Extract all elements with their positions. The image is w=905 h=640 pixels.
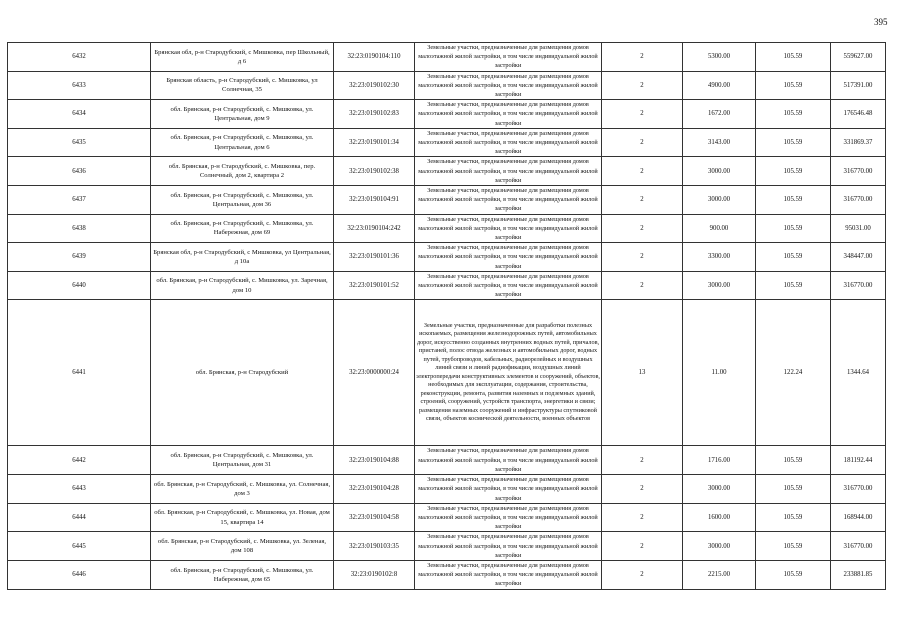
address-cell: обл. Брянская, р-н Стародубский, с. Мишковка, ул. Солнечная, дом 3 [151,475,334,504]
group-cell: 2 [602,243,683,272]
address-cell: обл. Брянская, р-н Стародубский, с. Мишковка, ул. Новая, дом 15, квартира 14 [151,503,334,532]
cadastral-number-cell: 32:23:0190101:34 [334,128,415,157]
specific-value-cell: 105.59 [756,43,831,72]
group-cell: 2 [602,71,683,100]
row-number: 6439 [8,243,151,272]
address-cell: Брянская обл, р-н Стародубский, с Мишковка, ул Центральная, д 10а [151,243,334,272]
address-cell: обл. Брянская, р-н Стародубский, с. Мишковка, пер. Солнечный, дом 2, квартира 2 [151,157,334,186]
row-number: 6433 [8,71,151,100]
table-row [8,300,886,446]
cadastral-number-cell: 32:23:0190102:83 [334,100,415,129]
area-cell: 1716.00 [683,446,756,475]
land-use-cell: Земельные участки, предназначенные для размещения домов малоэтажной жилой застройки, в том числе индивидуальной жилой застройки [415,214,602,243]
row-number: 6434 [8,100,151,129]
cadastral-value-cell: 316770.00 [831,186,886,215]
address-cell: обл. Брянская, р-н Стародубский [151,300,334,446]
land-use-cell: Земельные участки, предназначенные для размещения домов малоэтажной жилой застройки, в том числе индивидуальной жилой застройки [415,128,602,157]
address-cell: обл. Брянская, р-н Стародубский, с. Мишковка, ул. Набережная, дом 65 [151,560,334,589]
land-use-cell: Земельные участки, предназначенные для размещения домов малоэтажной жилой застройки, в том числе индивидуальной жилой застройки [415,560,602,589]
group-cell: 2 [602,560,683,589]
cadastral-number-cell: 32:23:0190101:36 [334,243,415,272]
group-cell: 2 [602,446,683,475]
group-cell: 2 [602,532,683,561]
area-cell: 3000.00 [683,475,756,504]
table-body [8,43,886,590]
area-cell: 1600.00 [683,503,756,532]
area-cell: 900.00 [683,214,756,243]
group-cell: 2 [602,271,683,300]
land-use-cell: Земельные участки, предназначенные для разработки полезных ископаемых, размещения железнодорожных путей, автомобильных дорог, искусственно созданных внутренних водных путей, причалов, пристаней, полос отвода железных и автомобильных дорог, водных путей, трубопроводов, кабельных, радиорелейных и воздушных линий связи и линий радиофикации, воздушных линий электропередачи конструктивных элементов и сооружений, объектов, необходимых для эксплуатации, содержания, строительства, реконструкции, ремонта, развития наземных и подземных зданий, строений, сооружений, устройств транспорта, энергетики и связи; размещения наземных сооружений и инфраструктуры спутниковой связи, объектов космической деятельности, военных объектов [415,300,602,446]
table-row [8,214,886,243]
area-cell: 3143.00 [683,128,756,157]
land-use-cell: Земельные участки, предназначенные для размещения домов малоэтажной жилой застройки, в том числе индивидуальной жилой застройки [415,43,602,72]
cadastral-value-table [7,42,886,590]
land-use-cell: Земельные участки, предназначенные для размещения домов малоэтажной жилой застройки, в том числе индивидуальной жилой застройки [415,475,602,504]
group-cell: 2 [602,43,683,72]
table-row [8,446,886,475]
cadastral-value-cell: 1344.64 [831,300,886,446]
row-number: 6446 [8,560,151,589]
address-cell: Брянская обл, р-н Стародубский, с Мишковка, пер Школьный, д 6 [151,43,334,72]
land-use-cell: Земельные участки, предназначенные для размещения домов малоэтажной жилой застройки, в том числе индивидуальной жилой застройки [415,100,602,129]
address-cell: обл. Брянская, р-н Стародубский, с. Мишковка, ул. Зеленая, дом 108 [151,532,334,561]
address-cell: обл. Брянская, р-н Стародубский, с. Мишковка, ул. Центральная, дом 6 [151,128,334,157]
cadastral-value-cell: 176546.48 [831,100,886,129]
specific-value-cell: 105.59 [756,271,831,300]
land-use-cell: Земельные участки, предназначенные для размещения домов малоэтажной жилой застройки, в том числе индивидуальной жилой застройки [415,186,602,215]
table-row [8,100,886,129]
specific-value-cell: 122.24 [756,300,831,446]
table-row [8,532,886,561]
specific-value-cell: 105.59 [756,128,831,157]
address-cell: Брянская область, р-н Стародубский, с. Мишковка, ул Солнечная, 35 [151,71,334,100]
row-number: 6441 [8,300,151,446]
address-cell: обл. Брянская, р-н Стародубский, с. Мишковка, ул. Центральная, дом 9 [151,100,334,129]
cadastral-number-cell: 32:23:0190104:242 [334,214,415,243]
cadastral-value-cell: 233881.85 [831,560,886,589]
specific-value-cell: 105.59 [756,475,831,504]
area-cell: 1672.00 [683,100,756,129]
group-cell: 2 [602,214,683,243]
area-cell: 3000.00 [683,186,756,215]
row-number: 6445 [8,532,151,561]
group-cell: 2 [602,100,683,129]
cadastral-value-cell: 316770.00 [831,157,886,186]
cadastral-value-cell: 559627.00 [831,43,886,72]
cadastral-value-cell: 316770.00 [831,532,886,561]
cadastral-value-cell: 95031.00 [831,214,886,243]
address-cell: обл. Брянская, р-н Стародубский, с. Мишковка, ул. Центральная, дом 36 [151,186,334,215]
land-use-cell: Земельные участки, предназначенные для размещения домов малоэтажной жилой застройки, в том числе индивидуальной жилой застройки [415,71,602,100]
cadastral-number-cell: 32:23:0190101:52 [334,271,415,300]
land-use-cell: Земельные участки, предназначенные для размещения домов малоэтажной жилой застройки, в том числе индивидуальной жилой застройки [415,271,602,300]
row-number: 6438 [8,214,151,243]
cadastral-number-cell: 32:23:0000000:24 [334,300,415,446]
address-cell: обл. Брянская, р-н Стародубский, с. Мишковка, ул. Набережная, дом 69 [151,214,334,243]
table-row [8,503,886,532]
cadastral-value-cell: 348447.00 [831,243,886,272]
cadastral-number-cell: 32:23:0190102:8 [334,560,415,589]
row-number: 6436 [8,157,151,186]
row-number: 6432 [8,43,151,72]
cadastral-value-cell: 517391.00 [831,71,886,100]
cadastral-value-cell: 331869.37 [831,128,886,157]
area-cell: 2215.00 [683,560,756,589]
land-use-cell: Земельные участки, предназначенные для размещения домов малоэтажной жилой застройки, в том числе индивидуальной жилой застройки [415,446,602,475]
land-use-cell: Земельные участки, предназначенные для размещения домов малоэтажной жилой застройки, в том числе индивидуальной жилой застройки [415,503,602,532]
specific-value-cell: 105.59 [756,157,831,186]
cadastral-number-cell: 32:23:0190104:88 [334,446,415,475]
area-cell: 5300.00 [683,43,756,72]
specific-value-cell: 105.59 [756,532,831,561]
group-cell: 2 [602,157,683,186]
address-cell: обл. Брянская, р-н Стародубский, с. Мишковка, ул. Заречная, дом 10 [151,271,334,300]
area-cell: 3300.00 [683,243,756,272]
group-cell: 13 [602,300,683,446]
specific-value-cell: 105.59 [756,446,831,475]
area-cell: 11.00 [683,300,756,446]
row-number: 6440 [8,271,151,300]
area-cell: 4900.00 [683,71,756,100]
table-row [8,43,886,72]
cadastral-value-cell: 316770.00 [831,475,886,504]
specific-value-cell: 105.59 [756,186,831,215]
specific-value-cell: 105.59 [756,503,831,532]
area-cell: 3000.00 [683,271,756,300]
row-number: 6442 [8,446,151,475]
row-number: 6435 [8,128,151,157]
group-cell: 2 [602,503,683,532]
table-row [8,157,886,186]
table-row [8,560,886,589]
row-number: 6443 [8,475,151,504]
cadastral-value-cell: 316770.00 [831,271,886,300]
table-row [8,243,886,272]
cadastral-value-cell: 168944.00 [831,503,886,532]
row-number: 6444 [8,503,151,532]
land-use-cell: Земельные участки, предназначенные для размещения домов малоэтажной жилой застройки, в том числе индивидуальной жилой застройки [415,243,602,272]
table-row [8,186,886,215]
page-number: 395 [874,17,888,27]
table-row [8,128,886,157]
table-row [8,475,886,504]
specific-value-cell: 105.59 [756,243,831,272]
table-row [8,271,886,300]
cadastral-number-cell: 32:23:0190104:28 [334,475,415,504]
cadastral-value-cell: 181192.44 [831,446,886,475]
table-row [8,71,886,100]
specific-value-cell: 105.59 [756,560,831,589]
cadastral-number-cell: 32:23:0190104:91 [334,186,415,215]
specific-value-cell: 105.59 [756,71,831,100]
group-cell: 2 [602,128,683,157]
address-cell: обл. Брянская, р-н Стародубский, с. Мишковка, ул. Центральная, дом 31 [151,446,334,475]
group-cell: 2 [602,475,683,504]
land-use-cell: Земельные участки, предназначенные для размещения домов малоэтажной жилой застройки, в том числе индивидуальной жилой застройки [415,157,602,186]
cadastral-number-cell: 32:23:0190104:110 [334,43,415,72]
area-cell: 3000.00 [683,157,756,186]
cadastral-number-cell: 32:23:0190103:35 [334,532,415,561]
area-cell: 3000.00 [683,532,756,561]
specific-value-cell: 105.59 [756,100,831,129]
cadastral-number-cell: 32:23:0190104:58 [334,503,415,532]
cadastral-number-cell: 32:23:0190102:30 [334,71,415,100]
group-cell: 2 [602,186,683,215]
cadastral-number-cell: 32:23:0190102:38 [334,157,415,186]
specific-value-cell: 105.59 [756,214,831,243]
land-use-cell: Земельные участки, предназначенные для размещения домов малоэтажной жилой застройки, в том числе индивидуальной жилой застройки [415,532,602,561]
row-number: 6437 [8,186,151,215]
